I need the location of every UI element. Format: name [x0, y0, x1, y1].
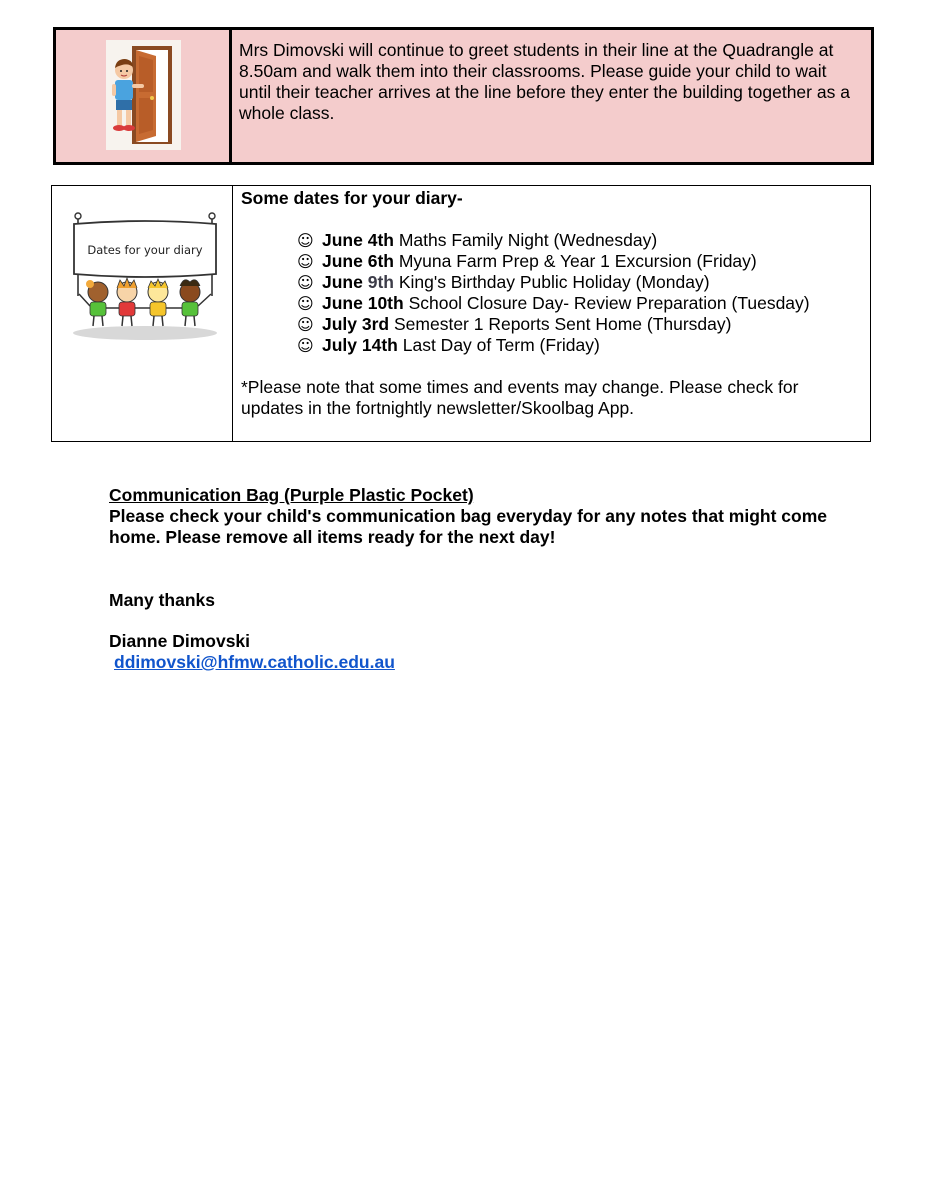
- diary-note: *Please note that some times and events may change. Please check for updates in the fortnightly newsletter/Skoolbag App.: [241, 377, 799, 418]
- diary-dates-box: [51, 185, 871, 442]
- communication-section: [109, 485, 839, 548]
- list-item: [297, 230, 862, 251]
- list-item: [297, 293, 862, 314]
- list-item: [297, 314, 862, 335]
- event-date-day: 9th: [367, 272, 394, 292]
- list-item: [297, 251, 862, 272]
- event-date-month: June: [322, 272, 368, 292]
- event-description: Myuna Farm Prep & Year 1 Excursion (Friday): [393, 251, 757, 271]
- children-holding-banner-icon: [70, 208, 220, 343]
- event-description: Semester 1 Reports Sent Home (Thursday): [389, 314, 732, 334]
- diary-dates-list: [241, 230, 862, 356]
- communication-body: Please check your child's communication bag everyday for any notes that might come home. Please remove all items ready for the next day!: [109, 506, 827, 547]
- diary-text-cell: [233, 186, 870, 441]
- smiley-bullet-icon: ☺: [297, 252, 314, 271]
- list-item: [297, 335, 862, 356]
- diary-image-cell: [52, 186, 233, 441]
- smiley-bullet-icon: ☺: [297, 294, 314, 313]
- smiley-bullet-icon: ☺: [297, 336, 314, 355]
- event-date: June 4th: [322, 230, 394, 250]
- event-description: Last Day of Term (Friday): [397, 335, 600, 355]
- event-description: Maths Family Night (Wednesday): [393, 230, 658, 250]
- smiley-bullet-icon: ☺: [297, 273, 314, 292]
- greeting-notice-box: [53, 27, 874, 165]
- smiley-bullet-icon: ☺: [297, 315, 314, 334]
- communication-title: Communication Bag (Purple Plastic Pocket): [109, 485, 474, 505]
- boy-opening-door-icon: [106, 40, 181, 150]
- greeting-image-cell: [56, 30, 232, 162]
- thanks-text: Many thanks: [109, 590, 215, 610]
- diary-heading: Some dates for your diary-: [241, 188, 463, 208]
- diary-banner-text: Dates for your diary: [87, 243, 203, 257]
- event-description: King's Birthday Public Holiday (Monday): [393, 272, 710, 292]
- email-link[interactable]: ddimovski@hfmw.catholic.edu.au: [114, 652, 395, 672]
- event-date: June 6th: [322, 251, 394, 271]
- event-date: July 3rd: [322, 314, 390, 334]
- smiley-bullet-icon: ☺: [297, 231, 314, 250]
- event-date: June 10th: [322, 293, 404, 313]
- greeting-text: Mrs Dimovski will continue to greet students in their line at the Quadrangle at 8.50am and walk them into their classrooms. Please guide your child to wait until their teacher arrives at the line before they enter the building together as a whole class.: [239, 40, 850, 123]
- signature-name: Dianne Dimovski: [109, 631, 251, 651]
- event-description: School Closure Day- Review Preparation (Tuesday): [403, 293, 810, 313]
- event-date: July 14th: [322, 335, 398, 355]
- list-item: [297, 272, 862, 293]
